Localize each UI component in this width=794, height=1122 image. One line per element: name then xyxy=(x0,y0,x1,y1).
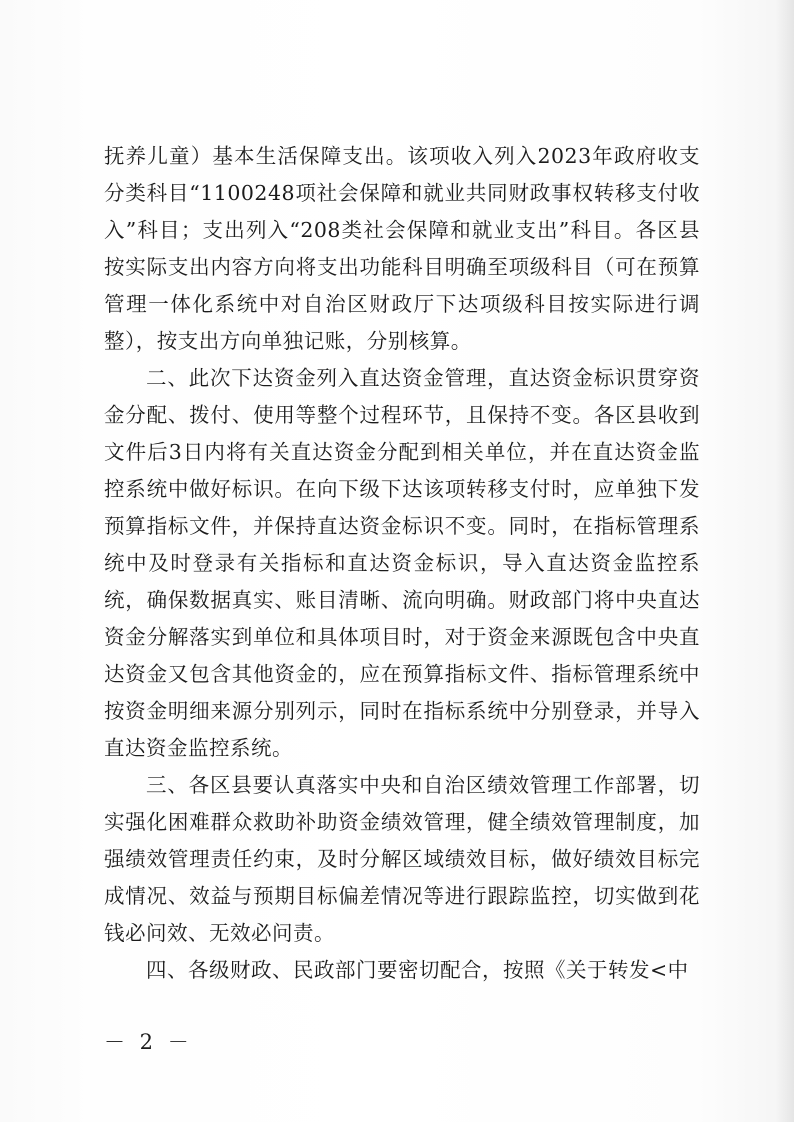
paragraph-1: 抚养儿童）基本生活保障支出。该项收入列入2023年政府收支分类科目“1100248项社会保障和就业共同财政事权转移支付收入”科目；支出列入“208类社会保障和就业支出”科目。各区县按实际支出内容方向将支出功能科目明确至项级科目（可在预算管理一体化系统中对自治区财政厅下达项级科目按实际进行调整），按支出方向单独记账，分别核算。 xyxy=(104,144,700,353)
paragraph-3: 三、各区县要认真落实中央和自治区绩效管理工作部署，切实强化困难群众救助补助资金绩效管理，健全绩效管理制度，加强绩效管理责任约束，及时分解区域绩效目标，做好绩效目标完成情况、效益与预期目标偏差情况等进行跟踪监控，切实做到花钱必问效、无效必问责。 xyxy=(104,773,700,945)
page-edge-shadow xyxy=(776,0,794,1122)
page-number: － 2 － xyxy=(104,1030,193,1054)
document-body xyxy=(104,138,700,989)
paragraph-4: 四、各级财政、民政部门要密切配合，按照《关于转发<中 xyxy=(146,958,689,982)
paragraph-2: 二、此次下达资金列入直达资金管理，直达资金标识贯穿资金分配、拨付、使用等整个过程环节，且保持不变。各区县收到文件后3日内将有关直达资金分配到相关单位，并在直达资金监控系统中做好标识。在向下级下达该项转移支付时，应单独下发预算指标文件，并保持直达资金标识不变。同时，在指标管理系统中及时登录有关指标和直达资金标识，导入直达资金监控系统，确保数据真实、账目清晰、流向明确。财政部门将中央直达资金分解落实到单位和具体项目时，对于资金来源既包含中央直达资金又包含其他资金的，应在预算指标文件、指标管理系统中按资金明细来源分别列示，同时在指标系统中分别登录，并导入直达资金监控系统。 xyxy=(104,366,700,760)
